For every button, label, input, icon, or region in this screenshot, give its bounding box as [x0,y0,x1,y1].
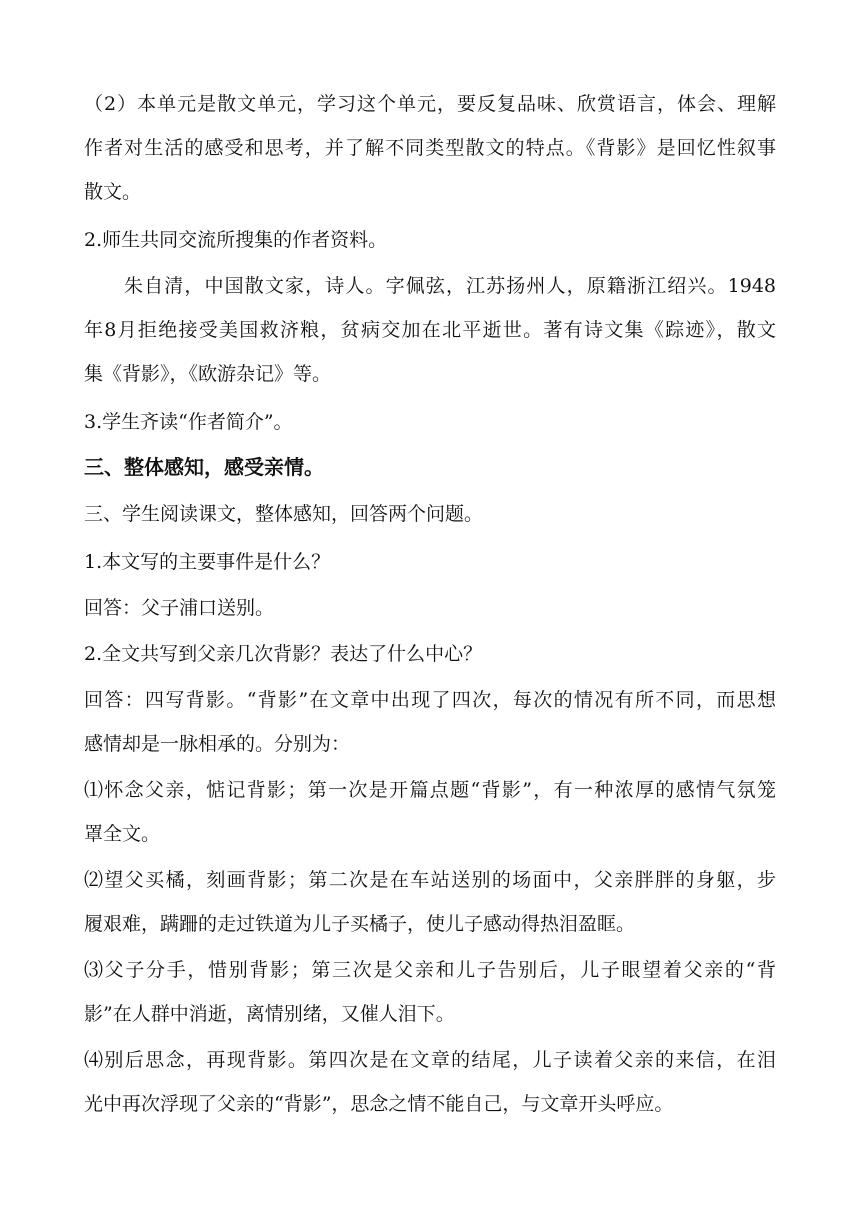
point-3-line-2: 影”在人群中消逝，离情别绪，又催人泪下。 [84,1003,455,1025]
paragraph-unit-line-2: 作者对生活的感受和思考，并了解不同类型散文的特点。《背影》是回忆性叙事 [84,137,776,159]
question-2: 2.全文共写到父亲几次背影？表达了什么中心？ [84,643,483,665]
point-2-line-1: ⑵望父买橘，刻画背影；第二次是在车站送别的场面中，父亲胖胖的身躯，步 [84,869,776,891]
section-three-title: 三、整体感知，感受亲情。 [84,455,324,479]
question-1: 1.本文写的主要事件是什么？ [84,551,331,573]
point-1-line-2: 罩全文。 [84,823,161,845]
point-2-line-2: 履艰难，蹒跚的走过铁道为儿子买橘子，使儿子感动得热泪盈眶。 [84,913,636,935]
item-3-heading: 3.学生齐读“作者简介”。 [84,411,293,433]
answer-2-line-2: 感情却是一脉相承的。分别为： [84,733,351,755]
point-4-line-2: 光中再次浮现了父亲的“背影”，思念之情不能自己，与文章开头呼应。 [84,1093,674,1115]
answer-1: 回答：父子浦口送别。 [84,597,275,619]
author-bio-line-2: 年8月拒绝接受美国救济粮，贫病交加在北平逝世。著有诗文集《踪迹》，散文 [84,319,776,341]
point-4-line-1: ⑷别后思念，再现背影。第四次是在文章的结尾，儿子读着父亲的来信，在泪 [84,1049,776,1071]
paragraph-unit-line-3: 散文。 [84,181,142,203]
point-3-line-1: ⑶父子分手，惜别背影；第三次是父亲和儿子告别后，儿子眼望着父亲的“背 [84,959,776,981]
answer-2-line-1: 回答：四写背影。“背影”在文章中出现了四次，每次的情况有所不同，而思想 [84,689,776,711]
section-three-intro: 三、学生阅读课文，整体感知，回答两个问题。 [84,503,484,525]
author-bio-line-3: 集《背影》，《欧游杂记》等。 [84,363,332,385]
paragraph-unit-line-1: （2）本单元是散文单元，学习这个单元，要反复品味、欣赏语言，体会、理解 [84,93,776,115]
item-2-heading: 2.师生共同交流所搜集的作者资料。 [84,229,388,251]
point-1-line-1: ⑴怀念父亲，惦记背影；第一次是开篇点题“背影”，有一种浓厚的感情气氛笼 [84,779,776,801]
author-bio-line-1: 朱自清，中国散文家，诗人。字佩弦，江苏扬州人，原籍浙江绍兴。1948 [124,275,776,297]
